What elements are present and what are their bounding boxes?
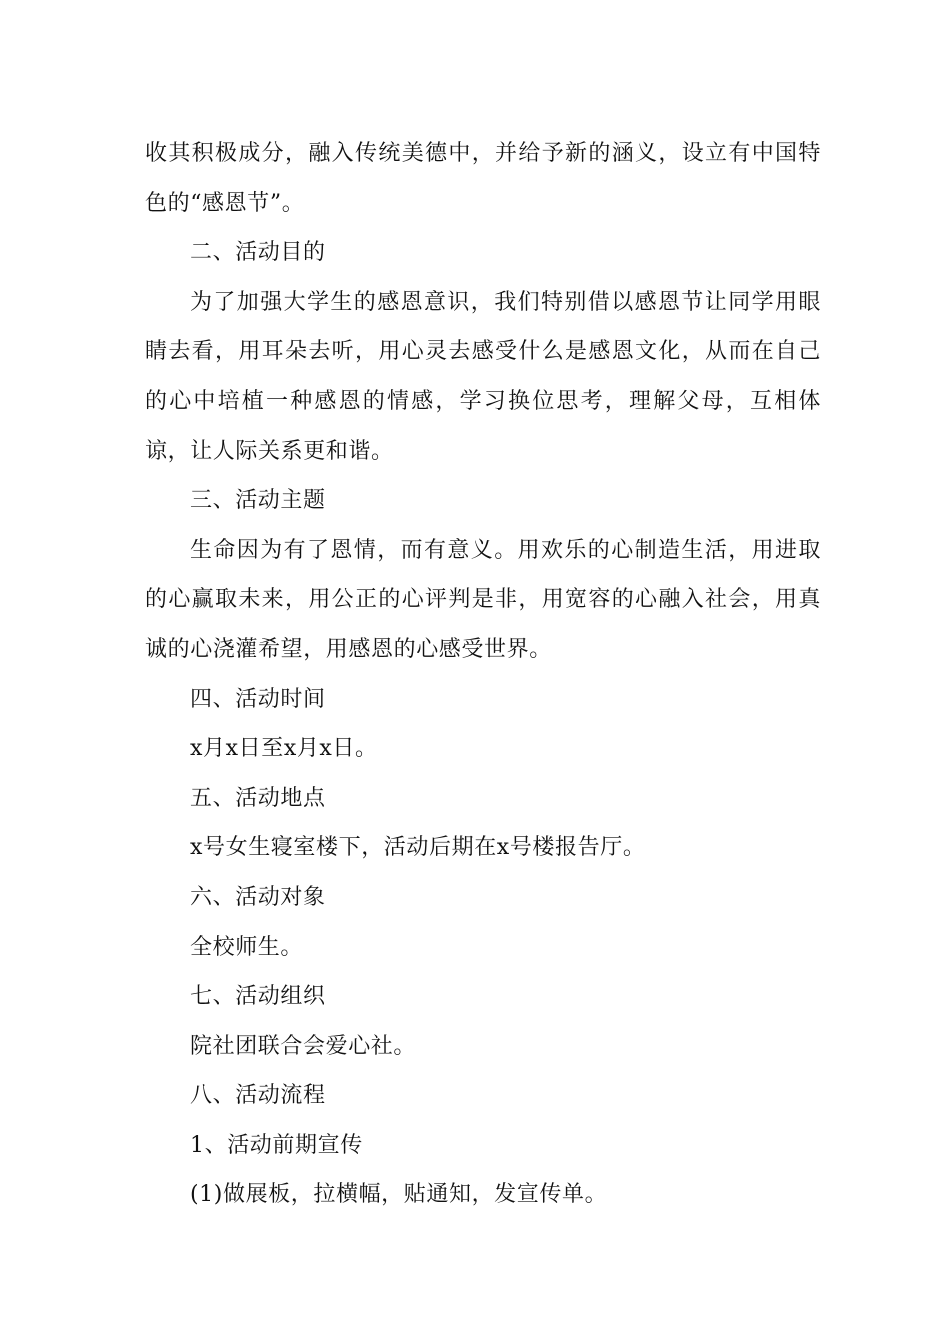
document-body [145,129,821,1220]
paragraph-organizer: 院社团联合会爱心社。 [190,1033,417,1059]
section-heading-purpose: 二、活动目的 [190,240,326,266]
section-heading-time: 四、活动时间 [190,686,326,712]
paragraph-purpose: 为了加强大学生的感恩意识，我们特别借以感恩节让同学用眼睛去看，用耳朵去听，用心灵去感受什么是感恩文化，从而在自己的心中培植一种感恩的情感，学习换位思考，理解父母，互相体谅，让人际关系更和谐。 [145,289,821,464]
paragraph-audience: 全校师生。 [190,934,304,960]
section-heading-audience: 六、活动对象 [190,884,326,910]
paragraph-time: x月x日至x月x日。 [190,736,378,762]
section-heading-theme: 三、活动主题 [190,488,326,514]
paragraph-continuation: 收其积极成分，融入传统美德中，并给予新的涵义，设立有中国特色的“感恩节”。 [145,141,821,216]
paragraph-theme: 生命因为有了恩情，而有意义。用欢乐的心制造生活，用进取的心赢取未来，用公正的心评判是非，用宽容的心融入社会，用真诚的心浇灌希望，用感恩的心感受世界。 [145,537,821,662]
subheading-promotion: 1、活动前期宣传 [190,1132,363,1158]
section-heading-location: 五、活动地点 [190,785,326,811]
list-item-promotion-1: (1)做展板，拉横幅，贴通知，发宣传单。 [190,1182,608,1208]
section-heading-process: 八、活动流程 [190,1083,326,1109]
section-heading-organizer: 七、活动组织 [190,984,326,1010]
paragraph-location: x号女生寝室楼下，活动后期在x号楼报告厅。 [190,835,646,861]
